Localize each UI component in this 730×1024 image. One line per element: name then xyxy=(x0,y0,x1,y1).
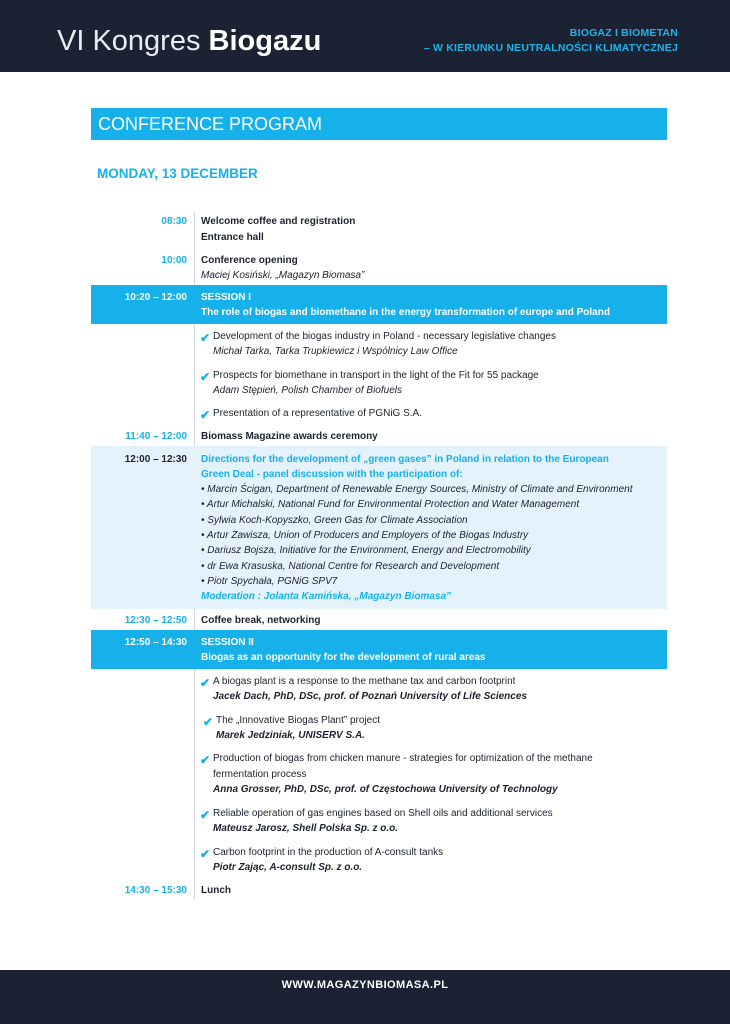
page-footer xyxy=(0,970,730,1024)
session-1-item-2-speaker: Adam Stępień, Polish Chamber of Biofuels xyxy=(213,385,402,396)
timeline-divider xyxy=(194,324,195,446)
session-2-item-1-speaker: Jacek Dach, PhD, DSc, prof. of Poznań University of Life Sciences xyxy=(213,691,527,702)
opening-title: Conference opening xyxy=(201,255,298,266)
congress-subtitle xyxy=(424,26,678,56)
page-header xyxy=(0,0,730,72)
session-2-item-3-line-2: fermentation process xyxy=(213,769,307,780)
session-2-item-3-speaker: Anna Grosser, PhD, DSc, prof. of Częstochowa University of Technology xyxy=(213,784,558,795)
session-1-item-2: Prospects for biomethane in transport in the light of the Fit for 55 package xyxy=(213,370,539,381)
congress-title xyxy=(57,24,321,58)
panel-moderation: Moderation : Jolanta Kamińska, „Magazyn Biomasa” xyxy=(201,591,452,602)
timeline-divider xyxy=(194,609,195,630)
session-1-label: SESSION I xyxy=(201,292,252,303)
program-title-bar xyxy=(91,108,667,140)
checkmark-icon: ✔ xyxy=(200,408,211,422)
session-2-item-4-speaker: Mateusz Jarosz, Shell Polska Sp. z o.o. xyxy=(213,823,399,834)
congress-title-thin: VI Kongres xyxy=(57,25,209,57)
panel-participant: • dr Ewa Krasuska, National Centre for Research and Development xyxy=(201,561,500,572)
welcome-subtitle: Entrance hall xyxy=(201,232,264,243)
checkmark-icon: ✔ xyxy=(200,808,211,822)
panel-time: 12:00 – 12:30 xyxy=(124,454,187,465)
welcome-time: 08:30 xyxy=(161,216,187,227)
session-2-item-1: A biogas plant is a response to the methane tax and carbon footprint xyxy=(213,676,516,687)
timeline-divider xyxy=(194,669,195,900)
welcome-title: Welcome coffee and registration xyxy=(201,216,356,227)
coffee-title: Coffee break, networking xyxy=(201,615,321,626)
session-2-item-4: Reliable operation of gas engines based on Shell oils and additional services xyxy=(213,808,553,819)
panel-participant: • Dariusz Bojsza, Initiative for the Environment, Energy and Electromobility xyxy=(201,545,531,556)
footer-url[interactable]: WWW.MAGAZYNBIOMASA.PL xyxy=(281,979,449,991)
session-2-time: 12:50 – 14:30 xyxy=(124,637,187,648)
session-2-item-5: Carbon footprint in the production of A-consult tanks xyxy=(213,847,444,858)
lunch-time: 14:30 – 15:30 xyxy=(124,885,187,896)
awards-title: Biomass Magazine awards ceremony xyxy=(201,431,378,442)
checkmark-icon: ✔ xyxy=(200,370,211,384)
day-title: MONDAY, 13 DECEMBER xyxy=(97,166,258,181)
session-2-item-3: Production of biogas from chicken manure - strategies for optimization of the methane xyxy=(213,753,593,764)
session-1-item-1: Development of the biogas industry in Poland - necessary legislative changes xyxy=(213,331,556,342)
session-2-label: SESSION II xyxy=(201,637,254,648)
subtitle-line-1: BIOGAZ I BIOMETAN xyxy=(569,27,678,39)
panel-title-line-1: Directions for the development of „green gases” in Poland in relation to the European xyxy=(201,454,609,465)
timeline-divider xyxy=(194,212,195,285)
checkmark-icon: ✔ xyxy=(200,676,211,690)
session-2-title: Biogas as an opportunity for the development of rural areas xyxy=(201,652,486,663)
panel-participant: • Marcin Ścigan, Department of Renewable Energy Sources, Ministry of Climate and Environment xyxy=(201,484,633,495)
panel-participant: • Artur Zawisza, Union of Producers and Employers of the Biogas Industry xyxy=(201,530,529,541)
panel-participant: • Sylwia Koch-Kopyszko, Green Gas for Climate Association xyxy=(201,515,468,526)
session-1-item-1-speaker: Michał Tarka, Tarka Trupkiewicz i Wspólnicy Law Office xyxy=(213,346,458,357)
lunch-title: Lunch xyxy=(201,885,231,896)
session-2-item-5-speaker: Piotr Zając, A-consult Sp. z o.o. xyxy=(213,862,363,873)
session-2-item-2-speaker: Marek Jedziniak, UNISERV S.A. xyxy=(216,730,365,741)
panel-participant: • Piotr Spychała, PGNiG SPV7 xyxy=(201,576,338,587)
opening-speaker: Maciej Kosiński, „Magazyn Biomasa” xyxy=(201,270,365,281)
subtitle-line-2: – W KIERUNKU NEUTRALNOŚCI KLIMATYCZNEJ xyxy=(423,42,678,54)
session-1-time: 10:20 – 12:00 xyxy=(124,292,187,303)
coffee-time: 12:30 – 12:50 xyxy=(124,615,187,626)
session-1-title: The role of biogas and biomethane in the energy transformation of europe and Poland xyxy=(201,307,610,318)
session-2-item-2: The „Innovative Biogas Plant” project xyxy=(216,715,380,726)
session-1-item-3: Presentation of a representative of PGNiG S.A. xyxy=(213,408,422,419)
checkmark-icon: ✔ xyxy=(200,847,211,861)
checkmark-icon: ✔ xyxy=(200,753,211,767)
checkmark-icon: ✔ xyxy=(200,331,211,345)
opening-time: 10:00 xyxy=(161,255,187,266)
congress-title-bold: Biogazu xyxy=(208,25,322,57)
program-title: CONFERENCE PROGRAM xyxy=(98,114,323,134)
panel-participant: • Artur Michalski, National Fund for Environmental Protection and Water Management xyxy=(201,499,580,510)
awards-time: 11:40 – 12:00 xyxy=(125,431,187,442)
panel-title-line-2: Green Deal - panel discussion with the participation of: xyxy=(201,469,463,480)
checkmark-icon: ✔ xyxy=(203,715,214,729)
